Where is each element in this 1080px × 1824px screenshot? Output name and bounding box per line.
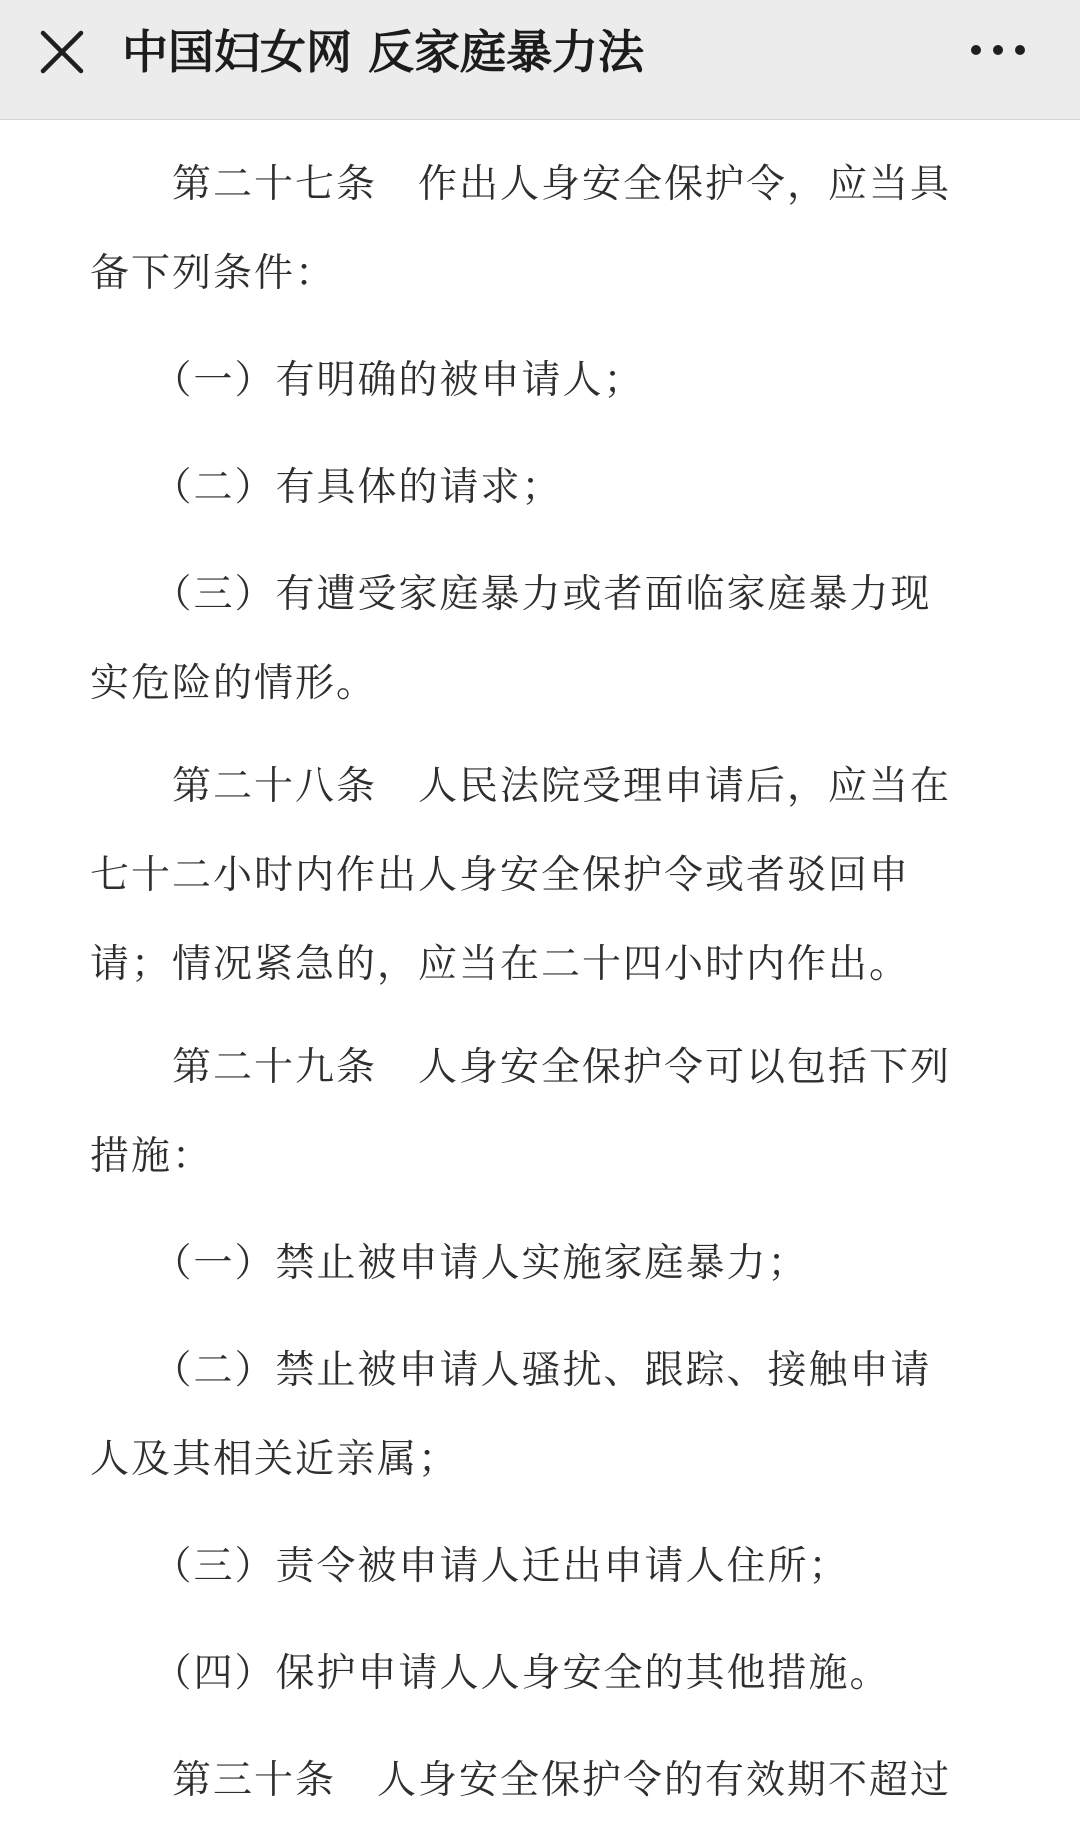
- article-27-item-3-line-1: （三）有遭受家庭暴力或者面临家庭暴力现: [90, 572, 932, 617]
- article-27-item-2: （二）有具体的请求；: [90, 465, 563, 510]
- top-navigation-bar: [0, 0, 1080, 120]
- paragraph-spacer: [90, 425, 990, 443]
- close-button[interactable]: [26, 16, 98, 88]
- article-27-line-1: 第二十七条 作出人身安全保护令，应当具: [90, 162, 952, 207]
- paragraph-spacer: [90, 1504, 990, 1522]
- article-29-item-3: （三）责令被申请人迁出申请人住所；: [90, 1544, 850, 1589]
- paragraph-spacer: [90, 1201, 990, 1219]
- article-27-item-3-line-2: 实危险的情形。: [90, 661, 378, 706]
- page-title: 中国妇女网 反家庭暴力法: [122, 25, 645, 79]
- paragraph-spacer: [90, 728, 990, 742]
- article-30-line-1: 第三十条 人身安全保护令的有效期不超过: [90, 1758, 952, 1803]
- more-dots-icon: [968, 44, 1028, 56]
- paragraph-spacer: [90, 1611, 990, 1629]
- paragraph-spacer: [90, 1009, 990, 1023]
- article-27-line-2: 备下列条件：: [90, 251, 337, 296]
- paragraph-spacer: [90, 318, 990, 336]
- article-27-item-1: （一）有明确的被申请人；: [90, 358, 645, 403]
- paragraph-spacer: [90, 532, 990, 550]
- article-29-line-2: 措施：: [90, 1134, 214, 1179]
- article-29-item-4: （四）保护申请人人身安全的其他措施。: [90, 1651, 891, 1696]
- article-body: [90, 120, 990, 1824]
- paragraph-spacer: [90, 1308, 990, 1326]
- article-29-item-2-line-1: （二）禁止被申请人骚扰、跟踪、接触申请: [90, 1348, 932, 1393]
- paragraph-spacer: [90, 1718, 990, 1736]
- article-29-item-1: （一）禁止被申请人实施家庭暴力；: [90, 1241, 809, 1286]
- article-29-item-2-line-2: 人及其相关近亲属；: [90, 1437, 460, 1482]
- more-options-button[interactable]: [958, 20, 1038, 80]
- article-28-line-3: 请；情况紧急的，应当在二十四小时内作出。: [90, 942, 911, 987]
- article-28-line-1: 第二十八条 人民法院受理申请后，应当在: [90, 764, 952, 809]
- article-29-line-1: 第二十九条 人身安全保护令可以包括下列: [90, 1045, 952, 1090]
- close-icon: [39, 29, 85, 75]
- article-28-line-2: 七十二小时内作出人身安全保护令或者驳回申: [90, 853, 911, 898]
